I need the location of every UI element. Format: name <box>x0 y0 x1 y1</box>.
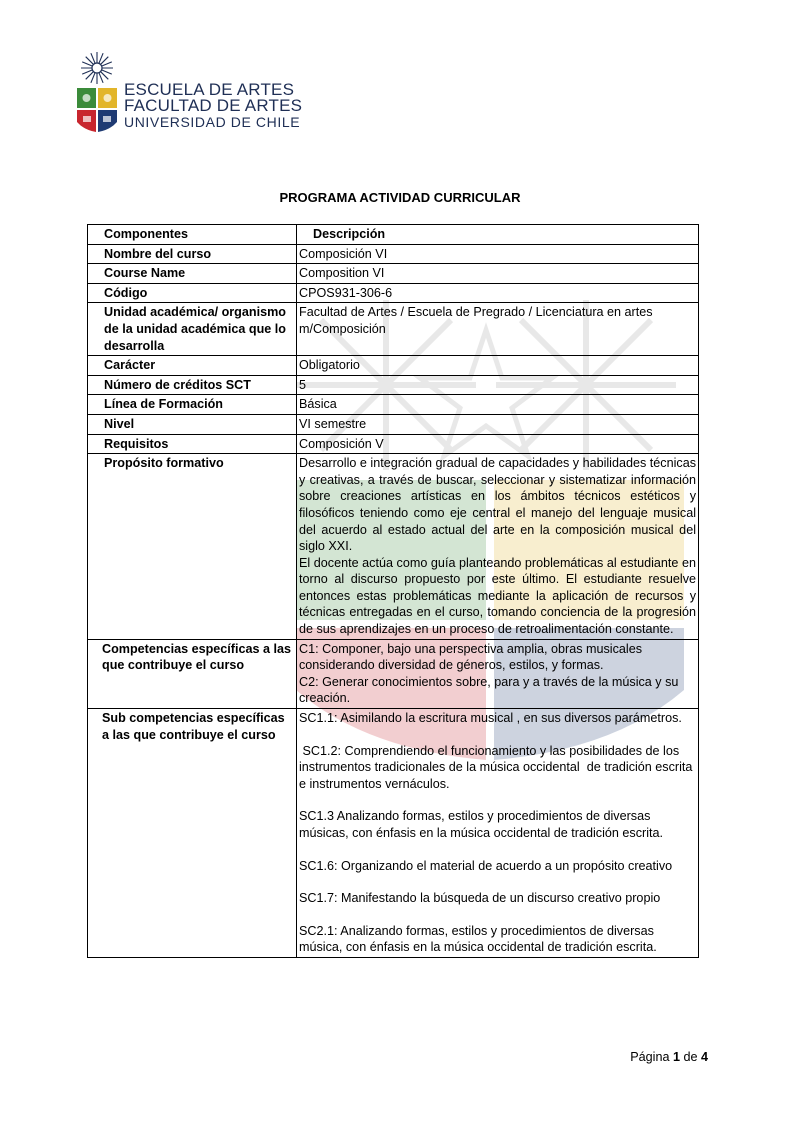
competencia-c1: C1: Componer, bajo una perspectiva amplia, obras musicales considerando diversidad de géneros, estilos, y formas. <box>299 641 643 673</box>
university-emblem-icon <box>74 50 120 132</box>
row-value: Composition VI <box>297 264 699 284</box>
logo-line-universidad: UNIVERSIDAD DE CHILE <box>124 114 301 130</box>
subcompetencia-item: SC1.3 Analizando formas, estilos y procedimientos de diversas músicas, con énfasis en la música occidental de tradición escrita. <box>299 809 663 840</box>
row-label: Código <box>88 283 297 303</box>
row-value: Básica <box>297 395 699 415</box>
row-value: Composición V <box>297 434 699 454</box>
subcompetencia-item: SC1.2: Comprendiendo el funcionamiento y las posibilidades de los instrumentos tradicionales de la música occidental de tradición escrita e instrumentos vernáculos. <box>299 743 696 791</box>
table-row <box>88 375 699 395</box>
header-componentes: Componentes <box>88 225 297 245</box>
row-label: Nombre del curso <box>88 244 297 264</box>
proposito-text <box>297 454 699 640</box>
footer-page-number: 1 <box>672 1050 680 1064</box>
table-header-row <box>88 225 699 245</box>
row-label: Número de créditos SCT <box>88 375 297 395</box>
footer-prefix: Página <box>630 1050 673 1064</box>
subcompetencia-item: SC1.6: Organizando el material de acuerdo a un propósito creativo <box>299 858 673 873</box>
row-label: Unidad académica/ organismo de la unidad académica que lo desarrolla <box>88 303 297 356</box>
row-label: Línea de Formación <box>88 395 297 415</box>
table-row <box>88 244 699 264</box>
competencia-c2: C2: Generar conocimientos sobre, para y a través de la música y su creación. <box>299 674 679 706</box>
subcompetencia-item: SC2.1: Analizando formas, estilos y procedimientos de diversas música, con énfasis en la música occidental de tradición escrita. <box>299 923 657 955</box>
table-row-proposito <box>88 454 699 640</box>
proposito-paragraph-1: Desarrollo e integración gradual de capacidades y habilidades técnicas y creativas, a través de buscar, seleccionar y sistematizar información sobre creaciones artísticas en los ámbitos técnicos estéticos y filosóficos teniendo como eje central el manejo del lenguaje musical del acuerdo al estado actual del arte en la composición musical del siglo XXI. <box>299 456 696 554</box>
row-value: CPOS931-306-6 <box>297 283 699 303</box>
footer-total-pages: 4 <box>700 1050 708 1064</box>
row-value: Composición VI <box>297 244 699 264</box>
row-value: Obligatorio <box>297 356 699 376</box>
page-footer <box>630 1050 708 1064</box>
row-value: Facultad de Artes / Escuela de Pregrado / Licenciatura en artes m/Composición <box>297 303 699 356</box>
program-table <box>87 224 699 958</box>
university-logo <box>74 44 303 134</box>
subcompetencia-item: SC1.1: Asimilando la escritura musical , en sus diversos parámetros. <box>299 711 682 726</box>
table-row <box>88 434 699 454</box>
competencias-text <box>297 639 699 708</box>
row-value: 5 <box>297 375 699 395</box>
logo-line-escuela: ESCUELA DE ARTES <box>124 80 295 99</box>
table-row <box>88 283 699 303</box>
logo-line-facultad: FACULTAD DE ARTES <box>124 96 303 115</box>
row-label: Course Name <box>88 264 297 284</box>
row-label: Carácter <box>88 356 297 376</box>
table-row <box>88 264 699 284</box>
table-row-competencias <box>88 639 699 708</box>
row-label: Nivel <box>88 414 297 434</box>
table-row <box>88 414 699 434</box>
row-label: Sub competencias específicas a las que contribuye el curso <box>88 709 297 958</box>
subcompetencias-text <box>297 709 699 958</box>
row-value: VI semestre <box>297 414 699 434</box>
table-row <box>88 303 699 356</box>
table-row <box>88 356 699 376</box>
table-row <box>88 395 699 415</box>
subcompetencia-item: SC1.7: Manifestando la búsqueda de un discurso creativo propio <box>299 891 661 906</box>
row-label: Requisitos <box>88 434 297 454</box>
document-title: PROGRAMA ACTIVIDAD CURRICULAR <box>279 190 521 205</box>
row-label: Propósito formativo <box>88 454 297 640</box>
table-row-subcompetencias <box>88 709 699 958</box>
row-label: Competencias específicas a las que contribuye el curso <box>88 639 297 708</box>
footer-middle: de <box>679 1050 701 1064</box>
header-descripcion: Descripción <box>297 225 699 245</box>
proposito-paragraph-2: El docente actúa como guía planteando problemáticas al estudiante en torno al discurso propuesto por este último. El estudiante resuelve entonces estas problemáticas mediante la aplicación de recursos y técnicas entregadas en el curso, tomando conciencia de la progresión de sus aprendizajes en un proceso de retroalimentación constante. <box>299 555 696 637</box>
